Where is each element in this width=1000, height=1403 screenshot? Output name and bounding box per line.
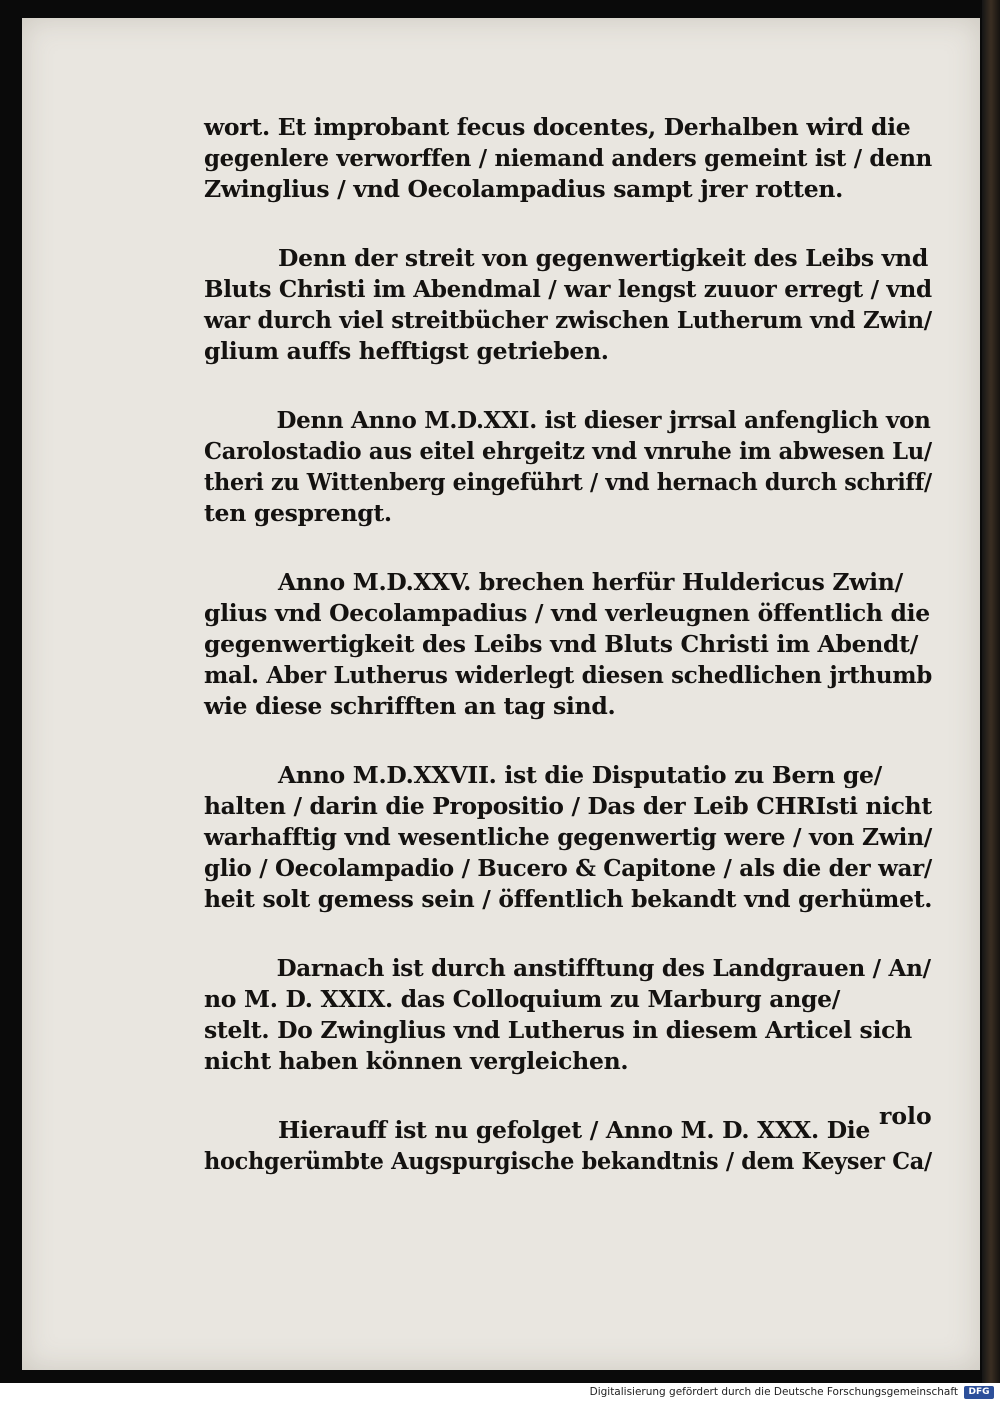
paragraph <box>204 112 932 205</box>
text-line: war durch viel streitbücher zwischen Lutherum vnd Zwin/ <box>204 306 932 334</box>
paragraph <box>204 243 932 367</box>
dfg-logo-icon: DFG <box>964 1386 994 1399</box>
text-line: glius vnd Oecolampadius / vnd verleugnen öffentlich die <box>204 599 930 627</box>
text-line: Hierauff ist nu gefolget / Anno M. D. XXX. Die <box>278 1116 871 1144</box>
text-line: Anno M.D.XXVII. ist die Disputatio zu Bern ge/ <box>278 761 882 789</box>
text-line: glio / Oecolampadio / Bucero & Capitone / als die der war/ <box>204 854 932 882</box>
paragraph <box>204 405 932 529</box>
text-line: no M. D. XXIX. das Colloquium zu Marburg ange/ <box>204 985 841 1013</box>
text-line: Anno M.D.XXV. brechen herfür Huldericus Zwin/ <box>278 568 903 596</box>
book-spine-edge <box>982 0 1000 1383</box>
text-line: gegenwertigkeit des Leibs vnd Bluts Christi im Abendt/ <box>204 630 918 658</box>
text-line: Denn Anno M.D.XXI. ist dieser jrrsal anfenglich von <box>276 406 931 434</box>
text-line: ten gesprengt. <box>204 499 392 527</box>
paragraph <box>204 760 932 915</box>
text-line: wort. Et improbant fecus docentes, Derhalben wird die <box>204 113 911 141</box>
text-line: halten / darin die Propositio / Das der Leib CHRIsti nicht <box>204 792 932 820</box>
text-line: theri zu Wittenberg eingeführt / vnd hernach durch schriff/ <box>204 468 932 496</box>
footer-bar <box>0 1383 1000 1403</box>
paragraph <box>204 953 932 1077</box>
text-line: gegenlere verworffen / niemand anders gemeint ist / denn <box>204 144 932 172</box>
text-line: Bluts Christi im Abendmal / war lengst zuuor erregt / vnd <box>204 275 932 303</box>
catchword: rolo <box>879 1102 932 1130</box>
text-line: stelt. Do Zwinglius vnd Lutherus in diesem Articel sich <box>204 1016 912 1044</box>
footer-credit: Digitalisierung gefördert durch die Deutsche Forschungsgemeinschaft <box>589 1386 958 1398</box>
text-line: nicht haben können vergleichen. <box>204 1047 629 1075</box>
text-line: Darnach ist durch anstifftung des Landgrauen / An/ <box>276 954 931 982</box>
text-line: hochgerümbte Augspurgische bekandtnis / dem Keyser Ca/ <box>204 1147 932 1175</box>
page-text-block <box>204 112 932 1177</box>
text-line: warhafftig vnd wesentliche gegenwertig were / von Zwin/ <box>204 823 933 851</box>
text-line: mal. Aber Lutherus widerlegt diesen schedlichen jrthumb <box>204 661 933 689</box>
paragraph <box>204 1115 932 1177</box>
text-line: Zwinglius / vnd Oecolampadius sampt jrer rotten. <box>204 175 844 203</box>
text-line: glium auffs hefftigst getrieben. <box>204 337 609 365</box>
text-line: heit solt gemess sein / öffentlich bekandt vnd gerhümet. <box>204 885 933 913</box>
text-line: Denn der streit von gegenwertigkeit des Leibs vnd <box>278 244 928 272</box>
paragraph <box>204 567 932 722</box>
text-line: Carolostadio aus eitel ehrgeitz vnd vnruhe im abwesen Lu/ <box>204 437 932 465</box>
text-line: wie diese schrifften an tag sind. <box>204 692 616 720</box>
